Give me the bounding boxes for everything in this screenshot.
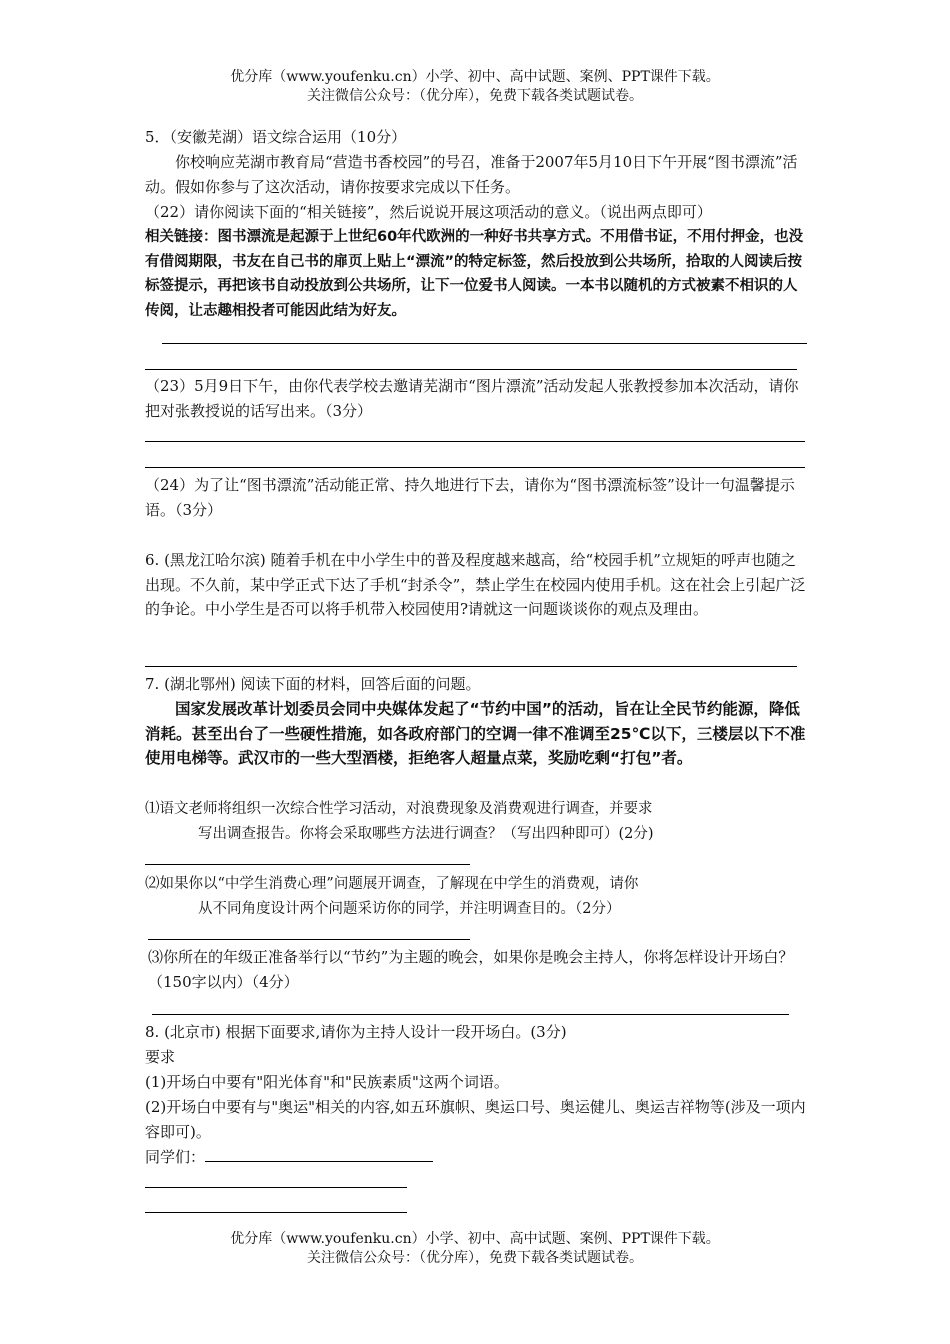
answer-line bbox=[145, 369, 797, 370]
answer-line bbox=[145, 1187, 407, 1188]
answer-line bbox=[162, 343, 807, 344]
q22-prompt: （22）请你阅读下面的“相关链接”，然后说说开展这项活动的意义。（说出两点即可） bbox=[145, 203, 712, 221]
header-line-2: 关注微信公众号：（优分库），免费下载各类试题试卷。 bbox=[307, 88, 643, 104]
answer-line bbox=[152, 1014, 789, 1015]
answer-line bbox=[145, 441, 805, 442]
q5-intro: 你校响应芜湖市教育局“营造书香校园”的号召，准备于2007年5月10日下午开展“图书漂流”活动。假如你参与了这次活动，请你按要求完成以下任务。 bbox=[145, 153, 798, 196]
q7-part1-line2: 写出调查报告。你将会采取哪些方法进行调查？（写出四种即可）(2分) bbox=[198, 826, 654, 842]
answer-line bbox=[148, 939, 470, 940]
q7-title: 7. (湖北鄂州) 阅读下面的材料，回答后面的问题。 bbox=[145, 675, 481, 693]
answer-line bbox=[145, 1212, 407, 1213]
q8-greeting-label: 同学们： bbox=[145, 1148, 206, 1166]
q8-requirement-2: (2)开场白中要有与"奥运"相关的内容,如五环旗帜、奥运口号、奥运健儿、奥运吉祥物等(涉及一项内容即可)。 bbox=[145, 1098, 806, 1141]
related-link-paragraph: 相关链接：图书漂流是起源于上世纪60年代欧洲的一种好书共享方式。不用借书证，不用付押金，也没有借阅期限，书友在自己书的扉页上贴上“漂流”的特定标签，然后投放到公共场所，拾取的人阅读后按标签提示，再把该书自动投放到公共场所，让下一位爱书人阅读。一本书以随机的方式被素不相识的人传阅，让志趣相投者可能因此结为好友。 bbox=[145, 229, 804, 319]
answer-line bbox=[145, 467, 805, 468]
greeting-blank-line bbox=[205, 1145, 433, 1162]
q7-material: 国家发展改革计划委员会同中央媒体发起了“节约中国”的活动，旨在让全民节约能源，降低消耗。甚至出台了一些硬性措施，如各政府部门的空调一律不准调至25℃以下，三楼层以下不准使用电梯等。武汉市的一些大型酒楼，拒绝客人超量点菜，奖励吃剩“打包”者。 bbox=[145, 700, 806, 767]
q8-requirements-label: 要求 bbox=[145, 1048, 176, 1066]
q8-greeting bbox=[145, 1145, 810, 1170]
footer-line-2: 关注微信公众号：（优分库），免费下载各类试题试卷。 bbox=[307, 1250, 643, 1266]
q7-part3: ⑶你所在的年级正准备举行以“节约”为主题的晚会，如果你是晚会主持人，你将怎样设计开场白？（150字以内）（4分） bbox=[148, 948, 794, 991]
header-line-1: 优分库（www.youfenku.cn）小学、初中、高中试题、案例、PPT课件下载。 bbox=[230, 69, 720, 85]
q24-prompt: （24）为了让“图书漂流”活动能正常、持久地进行下去，请你为“图书漂流标签”设计一句温馨提示语。（3分） bbox=[145, 476, 795, 519]
q23-prompt: （23）5月9日下午，由你代表学校去邀请芜湖市“图片漂流”活动发起人张教授参加本次活动，请你把对张教授说的话写出来。（3分） bbox=[145, 377, 799, 420]
answer-line bbox=[145, 666, 797, 667]
answer-line bbox=[145, 864, 470, 865]
q6-text: 6. (黑龙江哈尔滨) 随着手机在中小学生中的普及程度越来越高，给“校园手机”立规矩的呼声也随之出现。不久前，某中学正式下达了手机“封杀令”，禁止学生在校园内使用手机。这在社会上引起广泛的争论。中小学生是否可以将手机带入校园使用?请就这一问题谈谈你的观点及理由。 bbox=[145, 551, 806, 618]
q5-title: 5．（安徽芜湖）语文综合运用（10分） bbox=[145, 128, 407, 146]
footer-line-1: 优分库（www.youfenku.cn）小学、初中、高中试题、案例、PPT课件下载。 bbox=[230, 1231, 720, 1247]
q8-requirement-1: (1)开场白中要有"阳光体育"和"民族素质"这两个词语。 bbox=[145, 1073, 509, 1091]
q7-part2-line2: 从不同角度设计两个问题采访你的同学，并注明调查目的。（2分） bbox=[198, 901, 621, 917]
q8-title: 8. (北京市) 根据下面要求,请你为主持人设计一段开场白。(3分) bbox=[145, 1023, 567, 1041]
q7-part1-line1: ⑴语文老师将组织一次综合性学习活动，对浪费现象及消费观进行调查，并要求 bbox=[145, 801, 653, 817]
q7-part2-line1: ⑵如果你以“中学生消费心理”问题展开调查，了解现在中学生的消费观，请你 bbox=[145, 876, 639, 892]
